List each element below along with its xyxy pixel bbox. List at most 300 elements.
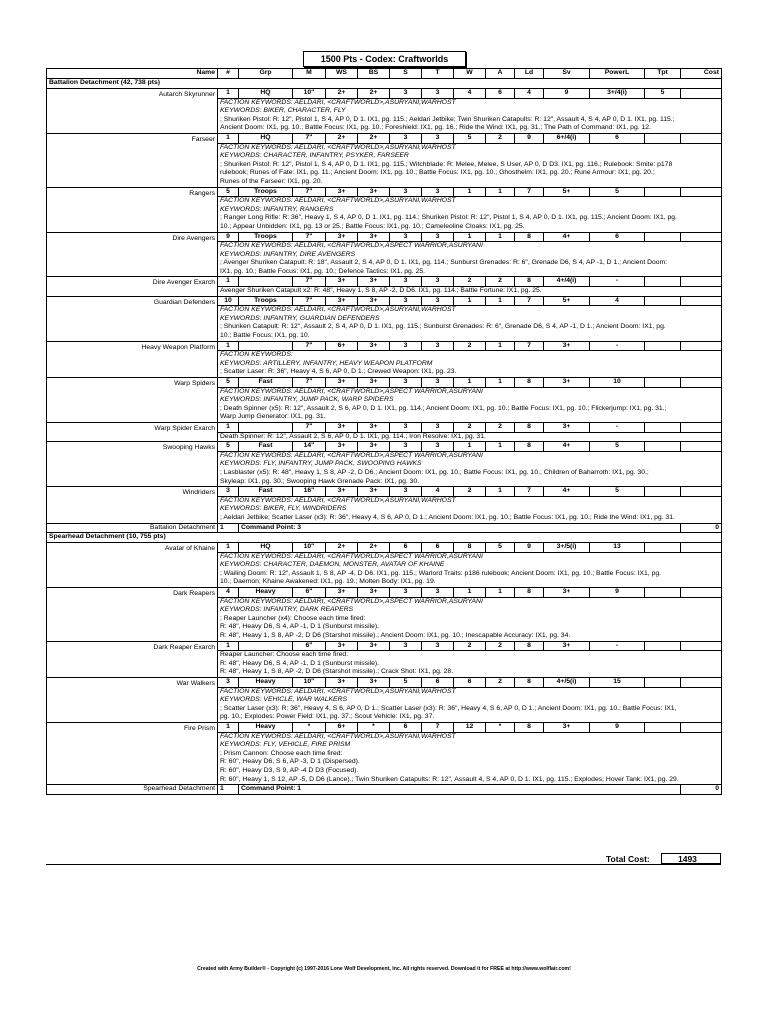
- detail-line: ; Shuriken Catapult: R: 12", Assault 2, S 4, AP 0, D 1. IX1, pg. 115.; Sunburst Grenades: R: 6", Grenade D6, S 4, AP -1, D 1.; Ancient Doom: IX1, pg.: [220, 323, 666, 331]
- stat-cell: 4: [218, 588, 239, 598]
- stat-cell: 5: [486, 543, 515, 553]
- stat-cell: [681, 442, 722, 452]
- detail-line: R: 48", Heavy D6, S 4, AP -1, D 1 (Sunburst missile).: [220, 659, 380, 667]
- stat-cell: 2+: [326, 133, 358, 143]
- unit-stat-row: [47, 487, 722, 497]
- stat-cell: [645, 277, 681, 287]
- stat-cell: [681, 543, 722, 553]
- detail-line: FACTION KEYWORDS: AELDARI, <CRAFTWORLD>,ASURYANI,WARHOST: [220, 687, 456, 695]
- stat-cell: 2: [486, 277, 515, 287]
- detail-line: ; Ranger Long Rifle: R: 36", Heavy 1, S 4, AP 0, D 1. IX1, pg. 114.; Shuriken Pistol: R: 12", Pistol 1, S 4, AP 0, D 1. IX1, pg. 115.; Ancient Doom: IX1, pg.: [220, 214, 677, 222]
- stat-cell: 3: [390, 442, 422, 452]
- stat-cell: 3: [422, 442, 454, 452]
- command-point-row: [47, 785, 722, 795]
- detail-line: FACTION KEYWORDS: AELDARI, <CRAFTWORLD>,ASPECT WARRIOR,ASURYANI: [220, 242, 483, 250]
- stat-cell: 3+: [326, 296, 358, 306]
- detail-line: ; Shuriken Pistol: R: 12", Pistol 1, S 4, AP 0, D 1. IX1, pg. 115.; Aeldari Jetbike; Twin Shuriken Catapults: R: 12", Assault 4, S 4, AP 0, D 1. IX1, pg. 115.;: [220, 115, 675, 123]
- column-header: WS: [326, 69, 358, 79]
- stat-cell: 5: [454, 133, 486, 143]
- stat-cell: 4+/5(i): [544, 678, 590, 688]
- column-header: BS: [358, 69, 390, 79]
- stat-cell: 1: [454, 588, 486, 598]
- stat-cell: 7": [293, 232, 326, 242]
- unit-details: [218, 687, 722, 722]
- detail-line: 10.; Daemon; Khaine Awakened: IX1, pg. 19.; Molten Body: IX1, pg. 19.: [220, 578, 436, 586]
- stat-cell: 6": [293, 641, 326, 651]
- stat-cell: 7": [293, 187, 326, 197]
- stat-cell: 7": [293, 378, 326, 388]
- stat-cell: 3+: [358, 422, 390, 432]
- stat-cell: 3: [390, 588, 422, 598]
- unit-name: Avatar of Khaine: [47, 543, 218, 588]
- stat-cell: 5: [645, 89, 681, 99]
- unit-name: Rangers: [47, 187, 218, 232]
- stat-cell: -: [590, 641, 645, 651]
- stat-cell: 3: [422, 588, 454, 598]
- stat-cell: 10": [293, 89, 326, 99]
- detail-line: KEYWORDS: VEHICLE, WAR WALKERS: [220, 696, 348, 704]
- stat-cell: [681, 232, 722, 242]
- stat-cell: [681, 341, 722, 351]
- detail-line: KEYWORDS: INFANTRY, JUMP PACK, WARP SPIDERS: [220, 396, 394, 404]
- unit-stat-row: [47, 187, 722, 197]
- stat-cell: Heavy: [239, 722, 293, 732]
- stat-cell: 7": [293, 296, 326, 306]
- stat-cell: 3: [422, 277, 454, 287]
- stat-cell: [645, 378, 681, 388]
- detail-line: FACTION KEYWORDS: AELDARI, <CRAFTWORLD>,ASPECT WARRIOR,ASURYANI: [220, 552, 483, 560]
- footer-credit: Created with Army Builder® - Copyright (c) 1997-2016 Lone Wolf Development, Inc. All rights reserved. Download it for FREE at http://www.wolflair.com!: [197, 966, 571, 972]
- stat-cell: 3: [390, 187, 422, 197]
- stat-cell: 3: [422, 232, 454, 242]
- column-header: M: [293, 69, 326, 79]
- stat-cell: 8: [515, 422, 544, 432]
- unit-details: [218, 651, 722, 678]
- stat-cell: 8: [515, 641, 544, 651]
- stat-cell: 15: [590, 678, 645, 688]
- stat-cell: 7: [515, 341, 544, 351]
- detail-line: ; Shuriken Pistol: R: 12", Pistol 1, S 4, AP 0, D 1. IX1, pg. 115.; Witchblade: R: Melee, Melee, S User, AP 0, D D3. IX1, pg. 116.; Rulebook: Smite: p178: [220, 160, 673, 168]
- detail-line: Warp Jump Generator: IX1, pg. 31.: [220, 413, 326, 421]
- stat-cell: 3: [422, 378, 454, 388]
- stat-cell: 6: [390, 722, 422, 732]
- detail-line: FACTION KEYWORDS: AELDARI, <CRAFTWORLD>,ASURYANI,WARHOST: [220, 306, 456, 314]
- stat-cell: 13: [590, 543, 645, 553]
- detail-line: KEYWORDS: BIKER, FLY, WINDRIDERS: [220, 505, 347, 513]
- stat-cell: 9: [515, 543, 544, 553]
- detail-line: KEYWORDS: INFANTRY, GUARDIAN DEFENDERS: [220, 314, 380, 322]
- stat-cell: 1: [486, 588, 515, 598]
- stat-cell: [645, 442, 681, 452]
- unit-stat-row: [47, 442, 722, 452]
- stat-cell: [681, 678, 722, 688]
- stat-cell: [681, 133, 722, 143]
- detail-line: FACTION KEYWORDS:: [220, 351, 293, 359]
- stat-cell: 3+: [544, 722, 590, 732]
- unit-name: Autarch Skyrunner: [47, 89, 218, 134]
- stat-cell: Fast: [239, 442, 293, 452]
- detail-line: FACTION KEYWORDS: AELDARI, <CRAFTWORLD>,ASURYANI,WARHOST: [220, 732, 456, 740]
- stat-cell: 1: [218, 89, 239, 99]
- detail-line: Ancient Doom: IX1, pg. 10.; Battle Focus: IX1, pg. 10.; Foreshield: IX1, pg. 16.; Ride the Wind: IX1, pg. 31.; The Path of Command: IX1, pg. 12.: [220, 124, 651, 132]
- stat-cell: 3: [390, 487, 422, 497]
- command-cost: 0: [681, 785, 722, 795]
- unit-stat-row: [47, 722, 722, 732]
- unit-details: [218, 387, 722, 422]
- stat-cell: 3: [390, 296, 422, 306]
- stat-cell: 1: [486, 296, 515, 306]
- stat-cell: 9: [544, 89, 590, 99]
- detail-line: 10.; Battle Focus: IX1, pg. 10.: [220, 332, 310, 340]
- stat-cell: 3+: [358, 296, 390, 306]
- unit-stat-row: [47, 133, 722, 143]
- header-row: [47, 69, 722, 79]
- stat-cell: 1: [218, 133, 239, 143]
- detail-line: KEYWORDS: FLY, INFANTRY, JUMP PACK, SWOOPING HAWKS: [220, 460, 422, 468]
- stat-cell: 3: [218, 678, 239, 688]
- stat-cell: 5: [218, 442, 239, 452]
- unit-name: Fire Prism: [47, 722, 218, 784]
- stat-cell: 10": [293, 543, 326, 553]
- unit-name: Dark Reapers: [47, 588, 218, 642]
- stat-cell: 6+: [326, 341, 358, 351]
- stat-cell: 3+/4(i): [590, 89, 645, 99]
- column-header: Tpt: [645, 69, 681, 79]
- stat-cell: 5: [590, 187, 645, 197]
- stat-cell: 2+: [358, 89, 390, 99]
- detail-line: Skyleap: IX1, pg. 30.; Swooping Hawk Grenade Pack: IX1, pg. 30.: [220, 477, 420, 485]
- stat-cell: 3+: [326, 422, 358, 432]
- detail-line: R: 60", Heavy 1, S 12, AP -5, D D6 (Lance).; Twin Shuriken Catapults: R: 12", Assault 4, S 4, AP 0, D 1. IX1, pg. 115.; Explodes; Hover Tank: IX1, pg. 29.: [220, 775, 679, 783]
- stat-cell: 2+: [326, 89, 358, 99]
- stat-cell: 3+: [358, 678, 390, 688]
- stat-cell: Troops: [239, 232, 293, 242]
- column-header: Cost: [681, 69, 722, 79]
- stat-cell: 6: [454, 678, 486, 688]
- stat-cell: 5+: [544, 296, 590, 306]
- unit-details: [218, 451, 722, 486]
- stat-cell: HQ: [239, 133, 293, 143]
- total-cost-value: 1493: [661, 853, 721, 864]
- stat-cell: 1: [486, 341, 515, 351]
- detail-line: ; Wailing Doom: R: 12", Assault 1, S 8, AP -4, D D6. IX1, pg. 115.; Warlord Traits: p186 rulebook; Ancient Doom: IX1, pg. 10.; Battle Focus: IX1, pg.: [220, 569, 662, 577]
- unit-details: [218, 197, 722, 232]
- stat-cell: 10: [590, 378, 645, 388]
- unit-name: Swooping Hawks: [47, 442, 218, 487]
- stat-cell: 2: [486, 422, 515, 432]
- stat-cell: 8: [515, 442, 544, 452]
- stat-cell: 6+/4(i): [544, 133, 590, 143]
- unit-details: [218, 287, 722, 297]
- stat-cell: 3: [390, 422, 422, 432]
- detail-line: KEYWORDS: INFANTRY, DIRE AVENGERS: [220, 250, 356, 258]
- total-divider: [46, 864, 721, 865]
- column-header: T: [422, 69, 454, 79]
- stat-cell: 1: [454, 187, 486, 197]
- stat-cell: 9: [590, 588, 645, 598]
- stat-cell: 1: [486, 442, 515, 452]
- stat-cell: 3: [390, 89, 422, 99]
- stat-cell: 2: [454, 422, 486, 432]
- detail-line: ; Aeldari Jetbike; Scatter Laser (x3): R: 36", Heavy 4, S 6, AP 0, D 1.; Ancient Doom: IX1, pg. 10.; Battle Focus: IX1, pg. 10.; Ride the Wind: IX1, pg. 31.: [220, 513, 675, 521]
- command-cost: 0: [681, 523, 722, 533]
- stat-cell: 3: [422, 341, 454, 351]
- stat-cell: [681, 187, 722, 197]
- stat-cell: 8: [515, 722, 544, 732]
- stat-cell: [645, 232, 681, 242]
- stat-cell: 6: [590, 133, 645, 143]
- stat-cell: 10": [293, 678, 326, 688]
- stat-cell: [681, 422, 722, 432]
- stat-cell: 3+: [358, 232, 390, 242]
- stat-cell: 2+: [326, 543, 358, 553]
- unit-name: Dark Reaper Exarch: [47, 641, 218, 677]
- stat-cell: 3: [422, 422, 454, 432]
- command-count: 1: [218, 523, 239, 533]
- stat-cell: 3+: [326, 378, 358, 388]
- section-header: [47, 533, 722, 543]
- stat-cell: 4+: [544, 232, 590, 242]
- stat-cell: 12: [454, 722, 486, 732]
- stat-cell: HQ: [239, 543, 293, 553]
- command-name: Spearhead Detachment: [47, 785, 218, 795]
- unit-stat-row: [47, 277, 722, 287]
- stat-cell: [645, 588, 681, 598]
- stat-cell: [645, 187, 681, 197]
- detail-line: KEYWORDS: CHARACTER, DAEMON, MONSTER, AVATAR OF KHAINE: [220, 561, 445, 569]
- unit-name: Heavy Weapon Platform: [47, 341, 218, 377]
- stat-cell: 9: [515, 133, 544, 143]
- stat-cell: [645, 487, 681, 497]
- stat-cell: 3+: [358, 187, 390, 197]
- unit-stat-row: [47, 378, 722, 388]
- unit-stat-row: [47, 89, 722, 99]
- stat-cell: 2: [454, 277, 486, 287]
- detail-line: R: 48", Heavy 1, S 8, AP -2, D D6 (Starshot missile).; Crack Shot: IX1, pg. 28.: [220, 668, 454, 676]
- stat-cell: [239, 641, 293, 651]
- stat-cell: 8: [515, 378, 544, 388]
- stat-cell: 5: [218, 187, 239, 197]
- unit-details: [218, 306, 722, 341]
- stat-cell: [239, 277, 293, 287]
- document-title: 1500 Pts - Codex: Craftworlds: [303, 51, 466, 67]
- detail-line: FACTION KEYWORDS: AELDARI, <CRAFTWORLD>,ASPECT WARRIOR,ASURYANI: [220, 387, 483, 395]
- roster-body: [47, 79, 722, 795]
- detail-line: R: 60", Heavy D6, S 6, AP -3, D 1 (Dispersed).: [220, 758, 360, 766]
- unit-details: [218, 432, 722, 442]
- stat-cell: 3: [218, 487, 239, 497]
- detail-line: FACTION KEYWORDS: AELDARI, <CRAFTWORLD>,ASURYANI,WARHOST: [220, 197, 456, 205]
- stat-cell: 7: [422, 722, 454, 732]
- stat-cell: -: [590, 422, 645, 432]
- unit-details: [218, 351, 722, 378]
- stat-cell: [645, 133, 681, 143]
- stat-cell: 2: [454, 641, 486, 651]
- detail-line: rulebook; Runes of Fate: IX1, pg. 11.; Ancient Doom: IX1, pg. 10.; Battle Focus: IX1, pg. 10.; Ghosthelm: IX1, pg. 20.; Rune Armour: IX1, pg. 20.;: [220, 169, 655, 177]
- detail-line: KEYWORDS: CHARACTER, INFANTRY, PSYKER, FARSEER: [220, 152, 409, 160]
- stat-cell: 1: [486, 187, 515, 197]
- stat-cell: *: [486, 722, 515, 732]
- column-header: A: [486, 69, 515, 79]
- stat-cell: 2+: [358, 133, 390, 143]
- column-header: #: [218, 69, 239, 79]
- detail-line: FACTION KEYWORDS: AELDARI, <CRAFTWORLD>,ASPECT WARRIOR,ASURYANI: [220, 451, 483, 459]
- unit-name: Dire Avenger Exarch: [47, 277, 218, 296]
- unit-name: War Walkers: [47, 678, 218, 723]
- column-header: W: [454, 69, 486, 79]
- unit-details: [218, 98, 722, 133]
- roster-table: [46, 68, 722, 795]
- unit-details: [218, 496, 722, 523]
- column-header: Name: [47, 69, 218, 79]
- stat-cell: 3+: [544, 341, 590, 351]
- command-point-label: Command Point: 1: [239, 785, 681, 795]
- column-header: Sv: [544, 69, 590, 79]
- stat-cell: 1: [218, 722, 239, 732]
- stat-cell: Troops: [239, 296, 293, 306]
- stat-cell: Fast: [239, 487, 293, 497]
- stat-cell: 5: [390, 678, 422, 688]
- stat-cell: 3: [390, 641, 422, 651]
- stat-cell: 1: [218, 341, 239, 351]
- stat-cell: 8: [515, 232, 544, 242]
- stat-cell: 16": [293, 487, 326, 497]
- stat-cell: 8: [454, 543, 486, 553]
- stat-cell: 3+: [326, 442, 358, 452]
- stat-cell: [645, 296, 681, 306]
- unit-details: [218, 597, 722, 641]
- stat-cell: 3: [422, 133, 454, 143]
- stat-cell: 2: [486, 133, 515, 143]
- command-name: Battalion Detachment: [47, 523, 218, 533]
- detail-line: pg. 10.; Explodes: Power Field: IX1, pg. 37.; Scout Vehicle: IX1, pg. 37.: [220, 713, 435, 721]
- stat-cell: Heavy: [239, 678, 293, 688]
- section-title: Spearhead Detachment (10, 755 pts): [47, 533, 722, 543]
- stat-cell: 3+: [326, 588, 358, 598]
- stat-cell: 3: [390, 341, 422, 351]
- stat-cell: 4+: [544, 487, 590, 497]
- stat-cell: 6: [486, 89, 515, 99]
- stat-cell: 3+: [544, 641, 590, 651]
- stat-cell: 1: [486, 378, 515, 388]
- detail-line: ; Avenger Shuriken Catapult: R: 18", Assault 2, S 4, AP 0, D 1. IX1, pg. 114.; Sunburst Grenades: R: 6", Grenade D6, S 4, AP -1, D 1.; Ancient Doom:: [220, 259, 668, 267]
- stat-cell: 3+: [326, 487, 358, 497]
- stat-cell: 7": [293, 341, 326, 351]
- stat-cell: [681, 296, 722, 306]
- stat-cell: [681, 378, 722, 388]
- column-header: PowerL: [590, 69, 645, 79]
- stat-cell: 3+: [326, 641, 358, 651]
- section-header: [47, 79, 722, 89]
- unit-stat-row: [47, 641, 722, 651]
- stat-cell: 1: [218, 277, 239, 287]
- detail-line: IX1, pg. 10.; Battle Focus: IX1, pg. 10.; Defence Tactics: IX1, pg. 25.: [220, 267, 426, 275]
- detail-line: ; Reaper Launcher (x4): Choose each time fired:: [220, 614, 366, 622]
- stat-cell: 3+: [358, 641, 390, 651]
- unit-details: [218, 732, 722, 785]
- stat-cell: 5: [590, 487, 645, 497]
- stat-cell: 3: [422, 89, 454, 99]
- unit-details: [218, 242, 722, 277]
- command-point-label: Command Point: 3: [239, 523, 681, 533]
- stat-cell: 2+: [358, 543, 390, 553]
- stat-cell: 3+: [358, 378, 390, 388]
- stat-cell: [681, 487, 722, 497]
- stat-cell: 6: [422, 678, 454, 688]
- detail-line: FACTION KEYWORDS: AELDARI, <CRAFTWORLD>,ASURYANI,WARHOST: [220, 496, 456, 504]
- detail-line: 10.; Appear Unbidden: IX1, pg. 13 or 25.; Battle Focus: IX1, pg. 10.; Cameleoline Cloaks: IX1, pg. 25.: [220, 222, 525, 230]
- detail-line: R: 48", Heavy D6, S 4, AP -1, D 1 (Sunburst missile).: [220, 623, 380, 631]
- stat-cell: 3+: [544, 588, 590, 598]
- stat-cell: 7": [293, 277, 326, 287]
- stat-cell: 3: [422, 187, 454, 197]
- stat-cell: 2: [486, 641, 515, 651]
- stat-cell: [645, 422, 681, 432]
- stat-cell: 8: [515, 678, 544, 688]
- stat-cell: [681, 277, 722, 287]
- stat-cell: Fast: [239, 378, 293, 388]
- stat-cell: 3+: [358, 487, 390, 497]
- stat-cell: 3: [422, 641, 454, 651]
- stat-cell: 1: [454, 232, 486, 242]
- stat-cell: [239, 341, 293, 351]
- detail-line: KEYWORDS: INFANTRY, RANGERS: [220, 205, 334, 213]
- stat-cell: 3+: [544, 378, 590, 388]
- total-cost-label: Total Cost:: [606, 854, 650, 864]
- stat-cell: [681, 89, 722, 99]
- stat-cell: 5+: [544, 187, 590, 197]
- stat-cell: [645, 341, 681, 351]
- column-header: Grp: [239, 69, 293, 79]
- detail-line: Reaper Launcher: Choose each time fired:: [220, 651, 349, 659]
- detail-line: FACTION KEYWORDS: AELDARI, <CRAFTWORLD>,ASURYANI,WARHOST: [220, 143, 456, 151]
- stat-cell: 7: [515, 487, 544, 497]
- stat-cell: 2: [486, 678, 515, 688]
- detail-line: FACTION KEYWORDS: AELDARI, <CRAFTWORLD>,ASURYANI,WARHOST: [220, 98, 456, 106]
- stat-cell: 3+: [326, 277, 358, 287]
- unit-details: [218, 143, 722, 187]
- stat-cell: -: [590, 277, 645, 287]
- unit-name: Dire Avengers: [47, 232, 218, 277]
- detail-line: ; Scatter Laser (x3): R: 36", Heavy 4, S 6, AP 0, D 1.; Scatter Laser (x3): R: 36", Heavy 4, S 6, AP 0, D 1.; Ancient Doom: IX1, pg. 10.; Battle Focus: IX1,: [220, 704, 677, 712]
- stat-cell: 2: [454, 341, 486, 351]
- stat-cell: HQ: [239, 89, 293, 99]
- detail-line: KEYWORDS: INFANTRY, DARK REAPERS: [220, 606, 354, 614]
- unit-stat-row: [47, 543, 722, 553]
- unit-name: Farseer: [47, 133, 218, 187]
- unit-stat-row: [47, 296, 722, 306]
- stat-cell: 3+: [326, 678, 358, 688]
- stat-cell: [645, 722, 681, 732]
- detail-line: Runes of the Farseer: IX1, pg. 20.: [220, 177, 323, 185]
- stat-cell: *: [293, 722, 326, 732]
- unit-name: Windriders: [47, 487, 218, 523]
- detail-line: KEYWORDS: BIKER, CHARACTER, FLY: [220, 107, 346, 115]
- stat-cell: 6: [590, 232, 645, 242]
- stat-cell: 6+: [326, 722, 358, 732]
- stat-cell: 3: [390, 232, 422, 242]
- stat-cell: 2: [454, 487, 486, 497]
- unit-name: Warp Spiders: [47, 378, 218, 423]
- stat-cell: 1: [218, 543, 239, 553]
- stat-cell: [645, 641, 681, 651]
- stat-cell: 14": [293, 442, 326, 452]
- stat-cell: 3+: [358, 442, 390, 452]
- detail-line: ; Death Spinner (x5): R: 12", Assault 2, S 6, AP 0, D 1. IX1, pg. 114.; Ancient Doom: IX1, pg. 10.; Battle Focus: IX1, pg. 10.; Flickerjump: IX1, pg. 31.;: [220, 404, 667, 412]
- stat-cell: 3+: [326, 187, 358, 197]
- stat-cell: 3: [422, 296, 454, 306]
- stat-cell: 4: [422, 487, 454, 497]
